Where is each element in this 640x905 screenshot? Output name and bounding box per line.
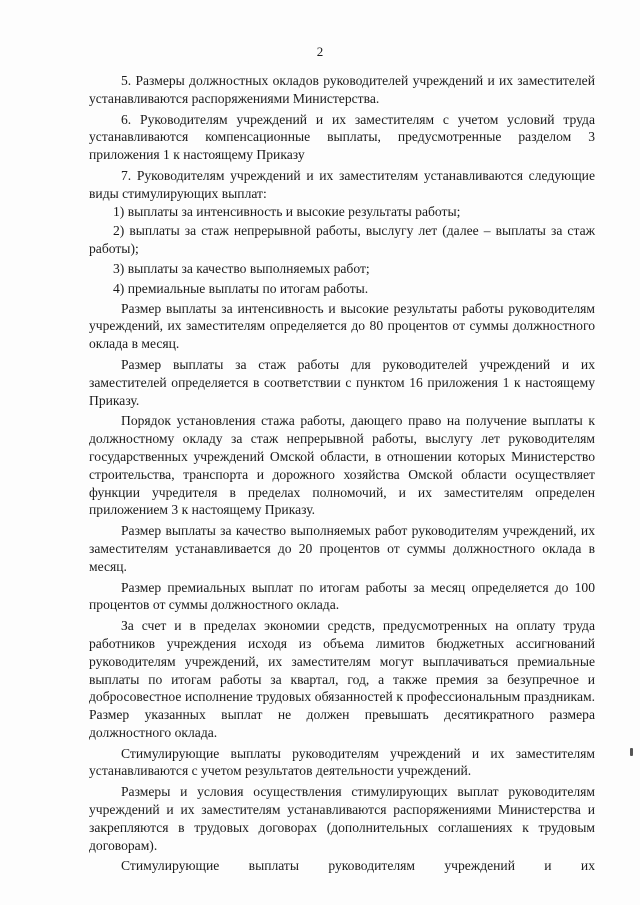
document-body <box>89 72 595 878</box>
list-item-1: 1) выплаты за интенсивность и высокие результаты работы; <box>113 203 461 219</box>
list-item-2: 2) выплаты за стаж непрерывной работы, выслугу лет (далее – выплаты за стаж работы); <box>89 223 595 257</box>
paragraph-bonus-payment: Размер премиальных выплат по итогам работы за месяц определяется до 100 процентов от суммы должностного оклада. <box>89 579 595 613</box>
paragraph-6-compensation: 6. Руководителям учреждений и их заместителям с учетом условий труда устанавливаются компенсационные выплаты, предусмотренные разделом 3 приложения 1 к настоящему Приказу <box>89 111 595 163</box>
scan-artifact <box>630 748 633 756</box>
paragraph-intensity-payment: Размер выплаты за интенсивность и высокие результаты работы руководителям учреждений, их заместителям определяется до 80 процентов от суммы должностного оклада в месяц. <box>89 300 595 352</box>
paragraph-incentive-continued: Стимулирующие выплаты руководителям учреждений и их <box>121 858 595 874</box>
paragraph-seniority-procedure: Порядок установления стажа работы, дающего право на получение выплаты к должностному окладу за стаж непрерывной работы, выслугу лет руководителям государственных учреждений Омской области, в отношении которых Министерство строительства, транспорта и дорожного хозяйства Омской области осуществляет функции учредителя в пределах полномочий, и их заместителям определен приложением 3 к настоящему Приказу. <box>89 413 595 518</box>
paragraph-seniority-payment: Размер выплаты за стаж работы для руководителей учреждений и их заместителей определяется в соответствии с пунктом 16 приложения 1 к настоящему Приказу. <box>89 356 595 408</box>
page-number: 2 <box>316 44 324 59</box>
list-item-4: 4) премиальные выплаты по итогам работы. <box>113 280 369 296</box>
list-item-3: 3) выплаты за качество выполняемых работ; <box>113 260 370 276</box>
paragraph-5-salary-sizes: 5. Размеры должностных окладов руководителей учреждений и их заместителей устанавливаются распоряжениями Министерства. <box>89 73 595 106</box>
paragraph-incentive-conditions: Размеры и условия осуществления стимулирующих выплат руководителям учреждений и их заместителям устанавливаются распоряжениями Министерства и закрепляются в трудовых договорах (дополнительных соглашениях к трудовым договорам). <box>89 784 595 853</box>
paragraph-quality-payment: Размер выплаты за качество выполняемых работ руководителям учреждений, их заместителям устанавливается до 20 процентов от суммы должностного оклада в месяц. <box>89 523 595 574</box>
paragraph-savings-bonus: За счет и в пределах экономии средств, предусмотренных на оплату труда работников учреждения исходя из объема лимитов бюджетных ассигнований руководителям учреждений, их заместителям могут выплачиваться премиальные выплаты по итогам работы за квартал, год, а также премия за безупречное и добросовестное исполнение трудовых обязанностей к профессиональным праздникам. Размер указанных выплат не должен превышать десятикратного размера должностного оклада. <box>89 618 595 740</box>
paragraph-incentive-results: Стимулирующие выплаты руководителям учреждений и их заместителям устанавливаются с учетом результатов деятельности учреждений. <box>89 745 595 779</box>
paragraph-7-incentive-types: 7. Руководителям учреждений и их заместителям устанавливаются следующие виды стимулирующих выплат: <box>89 167 595 201</box>
